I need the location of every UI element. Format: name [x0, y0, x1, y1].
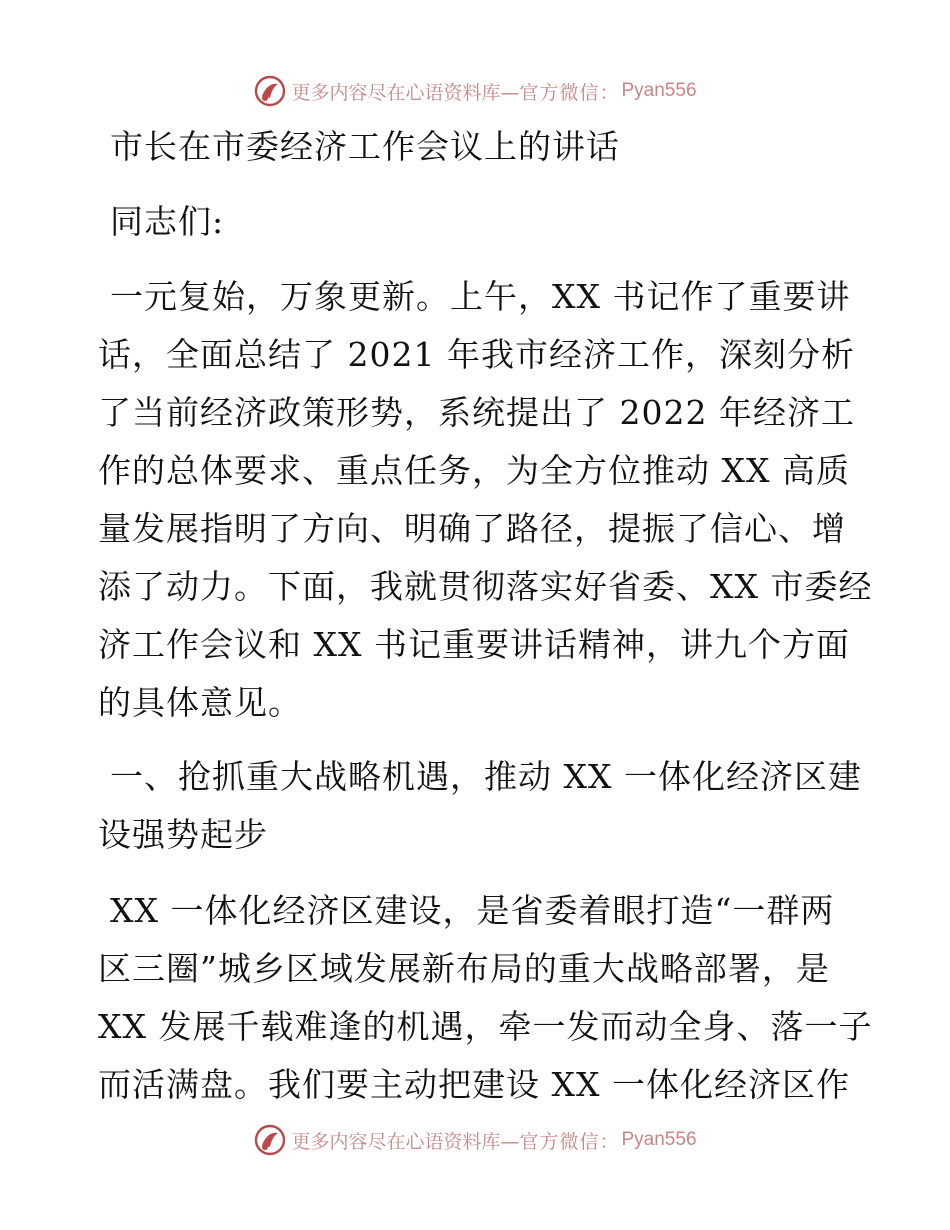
paragraph-line: 量发展指明了方向、明确了路径，提振了信心、增 — [98, 509, 846, 548]
watermark-text: 更多内容尽在心语资料库— — [291, 1130, 520, 1153]
paragraph-line: 一元复始，万象更新。上午，XX 书记作了重要讲 — [110, 277, 851, 316]
paragraph-line: 添了动力。下面，我就贯彻落实好省委、XX 市委经 — [98, 567, 873, 606]
logo-icon — [253, 74, 287, 108]
section-heading-line: 一、抢抓重大战略机遇，推动 XX 一体化经济区建 — [110, 757, 862, 796]
paragraph-line: 济工作会议和 XX 书记重要讲话精神，讲九个方面 — [98, 625, 850, 664]
paragraph-line: 作的总体要求、重点任务，为全方位推动 XX 高质 — [98, 451, 850, 490]
paragraph-line: 话，全面总结了 2021 年我市经济工作，深刻分析 — [98, 335, 855, 374]
section-heading-line: 设强势起步 — [98, 815, 268, 854]
paragraph-line: 区三圈”城乡区域发展新布局的重大战略部署，是 — [98, 949, 830, 988]
watermark-banner-top — [0, 71, 950, 111]
salutation: 同志们: — [110, 202, 225, 241]
paragraph-line: 了当前经济政策形势，系统提出了 2022 年经济工 — [98, 393, 855, 432]
watermark-banner-bottom — [0, 1120, 950, 1160]
document-title: 市长在市委经济工作会议上的讲话 — [110, 127, 620, 166]
watermark-text: 更多内容尽在心语资料库— — [291, 81, 520, 104]
watermark-wechat-label: 官方微信： — [519, 81, 620, 104]
paragraph-line: XX 一体化经济区建设，是省委着眼打造“一群两 — [110, 891, 835, 930]
watermark-handle: Pyan556 — [621, 1129, 697, 1150]
paragraph-line: XX 发展千载难逢的机遇，牵一发而动全身、落一子 — [98, 1007, 873, 1046]
watermark-wechat-label: 官方微信： — [519, 1130, 620, 1153]
paragraph-line: 的具体意见。 — [98, 683, 302, 722]
watermark-handle: Pyan556 — [621, 80, 697, 101]
logo-icon — [253, 1123, 287, 1157]
paragraph-line: 而活满盘。我们要主动把建设 XX 一体化经济区作 — [98, 1065, 850, 1104]
